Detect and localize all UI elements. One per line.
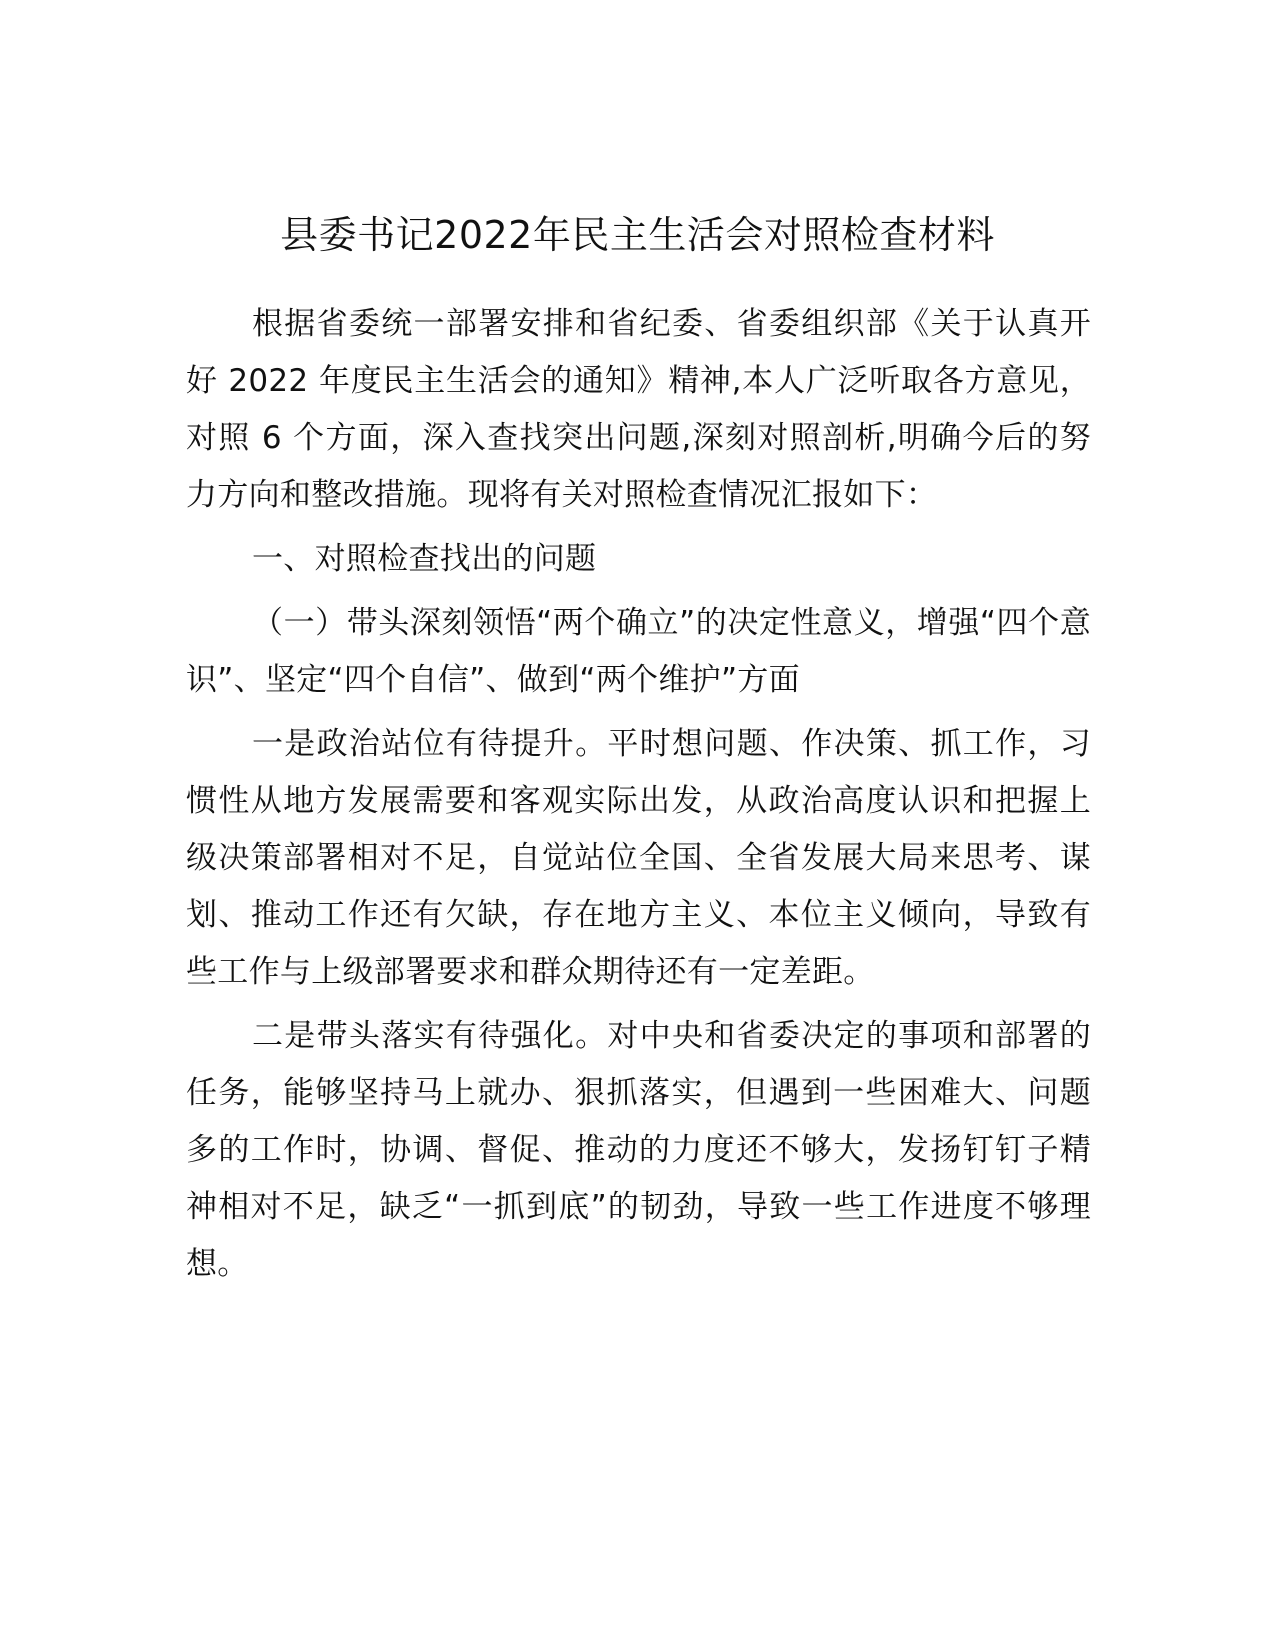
document-body	[186, 296, 1091, 1300]
document-title: 县委书记2022年民主生活会对照检查材料	[280, 213, 995, 257]
section-heading: 一、对照检查找出的问题	[252, 541, 597, 577]
subsection-heading: （一）带头深刻领悟“两个确立”的决定性意义，增强“四个意识”、坚定“四个自信”、做到“两个维护”方面	[186, 605, 1091, 698]
body-paragraph-1: 一是政治站位有待提升。平时想问题、作决策、抓工作，习惯性从地方发展需要和客观实际出发，从政治高度认识和把握上级决策部署相对不足，自觉站位全国、全省发展大局来思考、谋划、推动工作还有欠缺，存在地方主义、本位主义倾向，导致有些工作与上级部署要求和群众期待还有一定差距。	[186, 726, 1091, 990]
body-paragraph-2: 二是带头落实有待强化。对中央和省委决定的事项和部署的任务，能够坚持马上就办、狠抓落实，但遇到一些困难大、问题多的工作时，协调、督促、推动的力度还不够大，发扬钉钉子精神相对不足，缺乏“一抓到底”的韧劲，导致一些工作进度不够理想。	[186, 1018, 1091, 1282]
intro-paragraph: 根据省委统一部署安排和省纪委、省委组织部《关于认真开好 2022 年度民主生活会的通知》精神,本人广泛听取各方意见，对照 6 个方面，深入查找突出问题,深刻对照剖析,明确今后的努力方向和整改措施。现将有关对照检查情况汇报如下：	[186, 306, 1091, 513]
